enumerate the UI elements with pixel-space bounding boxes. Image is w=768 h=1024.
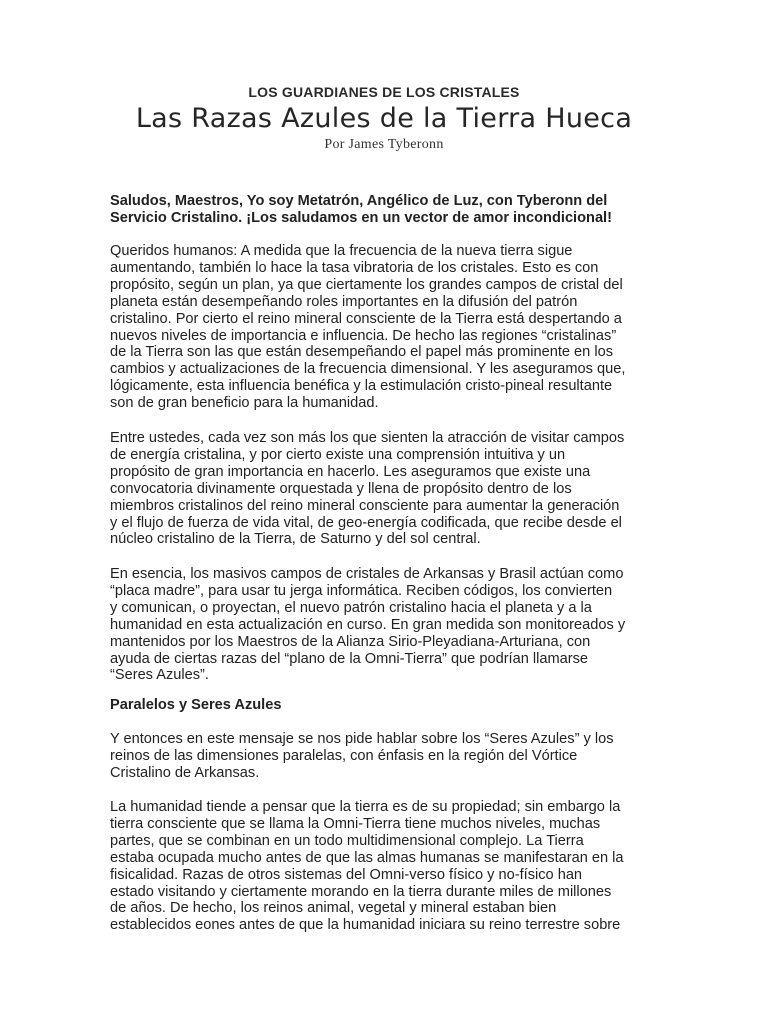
series-title: LOS GUARDIANES DE LOS CRISTALES	[248, 84, 520, 100]
body-paragraph-2: Entre ustedes, cada vez son más los que sienten la atracción de visitar campos de energía cristalina, y por cierto existe una comprensión intuitiva y un propósito de gran importancia en hacerlo. Les aseguramos que existe una convocatoria divinamente orquestada y llena de propósito dentro de los miembros cristalinos del reino mineral consciente para aumentar la generación y el flujo de fuerza de vida vital, de geo-energía codificada, que recibe desde el núcleo cristalino de la Tierra, de Saturno y del sol central.	[110, 430, 625, 548]
intro-paragraph: Saludos, Maestros, Yo soy Metatrón, Angélico de Luz, con Tyberonn del Servicio Cristalino. ¡Los saludamos en un vector de amor incondicional!	[110, 193, 612, 226]
author-byline: Por James Tyberonn	[324, 137, 444, 152]
body-paragraph-1: Queridos humanos: A medida que la frecuencia de la nueva tierra sigue aumentando, también lo hace la tasa vibratoria de los cristales. Esto es con propósito, según un plan, ya que ciertamente los grandes campos de cristal del planeta están desempeñando roles importantes en la difusión del patrón cristalino. Por cierto el reino mineral consciente de la Tierra está despertando a nuevos niveles de importancia e influencia. De hecho las regiones “cristalinas” de la Tierra son las que están desempeñando el papel más prominente en los cambios y actualizaciones de la frecuencia dimensional. Y les aseguramos que, lógicamente, esta influencia benéfica y la estimulación cristo-pineal resultante son de gran beneficio para la humanidad.	[110, 243, 626, 412]
body-paragraph-3: En esencia, los masivos campos de cristales de Arkansas y Brasil actúan como “placa madre”, para usar tu jerga informática. Reciben códigos, los convierten y comunican, o proyectan, el nuevo patrón cristalino hacia el planeta y a la humanidad en esta actualización en curso. En gran medida son monitoreados y mantenidos por los Maestros de la Alianza Sirio-Pleyadiana-Arturiana, con ayuda de ciertas razas del “plano de la Omni-Tierra” que podrían llamarse “Seres Azules”.	[110, 566, 626, 684]
section-paragraph-2: La humanidad tiende a pensar que la tierra es de su propiedad; sin embargo la tierra consciente que se llama la Omni-Tierra tiene muchos niveles, muchas partes, que se combinan en un todo multidimensional complejo. La Tierra estaba ocupada mucho antes de que las almas humanas se manifestaran en la fisicalidad. Razas de otros sistemas del Omni-verso físico y no-físico han estado visitando y ciertamente morando en la tierra durante miles de millones de años. De hecho, los reinos animal, vegetal y mineral estaban bien establecidos eones antes de que la humanidad iniciara su reino terrestre sobre	[110, 799, 624, 934]
section-paragraph-1: Y entonces en este mensaje se nos pide hablar sobre los “Seres Azules” y los reinos de las dimensiones paralelas, con énfasis en la región del Vórtice Cristalino de Arkansas.	[110, 731, 614, 781]
section-heading: Paralelos y Seres Azules	[110, 697, 282, 713]
page-title: Las Razas Azules de la Tierra Hueca	[135, 103, 633, 134]
